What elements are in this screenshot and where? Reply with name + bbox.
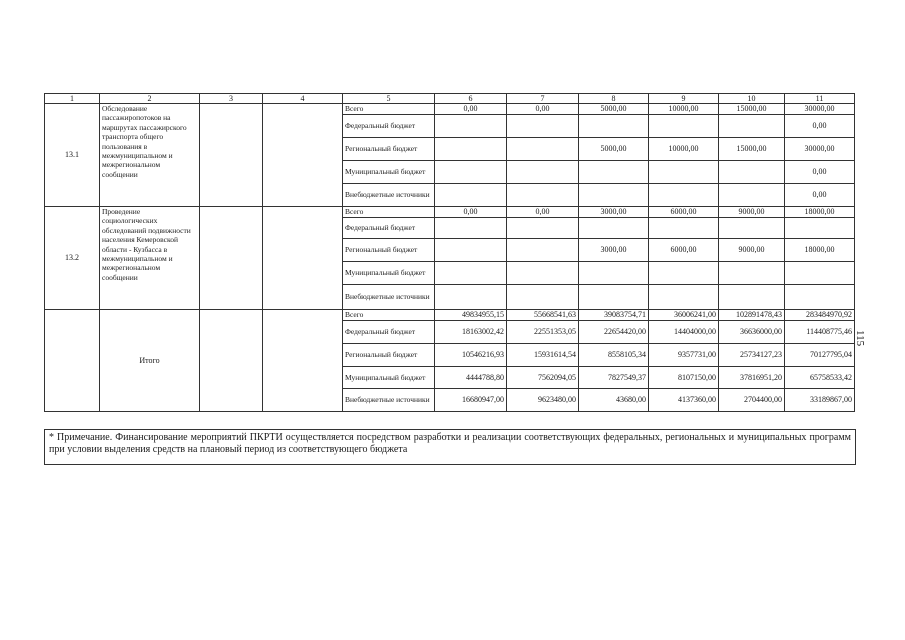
financing-table	[44, 93, 855, 412]
funding-source: Внебюджетные источники	[343, 389, 435, 412]
value-cell: 9623480,00	[507, 389, 579, 412]
value-cell	[719, 262, 785, 285]
value-cell	[435, 262, 507, 285]
value-cell	[507, 285, 579, 310]
value-cell: 36636000,00	[719, 321, 785, 344]
table-row	[45, 104, 855, 115]
value-cell: 22654420,00	[579, 321, 649, 344]
value-cell: 55668541,63	[507, 310, 579, 321]
value-cell: 30000,00	[785, 138, 855, 161]
value-cell: 0,00	[785, 161, 855, 184]
value-cell	[719, 184, 785, 207]
empty-cell	[45, 310, 100, 412]
value-cell: 33189867,00	[785, 389, 855, 412]
footnote: * Примечание. Финансирование мероприятий ПКРТИ осуществляется посредством разработки и реализации соответствующих федеральных, региональных и муниципальных программ при условии выделения средств на плановый период из соответствующего бюджета	[44, 429, 856, 465]
funding-source: Федеральный бюджет	[343, 115, 435, 138]
value-cell	[579, 115, 649, 138]
header-cell: 4	[263, 94, 343, 104]
value-cell: 4137360,00	[649, 389, 719, 412]
value-cell: 15000,00	[719, 138, 785, 161]
funding-source: Муниципальный бюджет	[343, 367, 435, 389]
value-cell	[719, 218, 785, 239]
header-cell: 11	[785, 94, 855, 104]
row-number: 13.1	[45, 104, 100, 207]
funding-source: Внебюджетные источники	[343, 184, 435, 207]
section-13-1	[45, 104, 855, 207]
value-cell	[435, 161, 507, 184]
value-cell: 5000,00	[579, 104, 649, 115]
header-cell: 7	[507, 94, 579, 104]
funding-source: Всего	[343, 207, 435, 218]
value-cell: 15000,00	[719, 104, 785, 115]
value-cell	[785, 218, 855, 239]
value-cell: 25734127,23	[719, 344, 785, 367]
page-number: 115	[854, 330, 866, 347]
header-cell: 8	[579, 94, 649, 104]
value-cell: 8558105,34	[579, 344, 649, 367]
value-cell: 4444788,80	[435, 367, 507, 389]
row-number: 13.2	[45, 207, 100, 310]
value-cell: 283484970,92	[785, 310, 855, 321]
value-cell: 5000,00	[579, 138, 649, 161]
header-row	[45, 94, 855, 104]
value-cell: 6000,00	[649, 239, 719, 262]
value-cell	[435, 218, 507, 239]
value-cell	[507, 218, 579, 239]
value-cell: 14404000,00	[649, 321, 719, 344]
value-cell: 22551353,05	[507, 321, 579, 344]
section-total	[45, 310, 855, 412]
value-cell	[435, 115, 507, 138]
value-cell: 37816951,20	[719, 367, 785, 389]
value-cell: 7562094,05	[507, 367, 579, 389]
value-cell: 0,00	[507, 104, 579, 115]
empty-cell	[200, 310, 263, 412]
funding-source: Всего	[343, 310, 435, 321]
empty-cell	[263, 310, 343, 412]
funding-source: Региональный бюджет	[343, 239, 435, 262]
value-cell: 43680,00	[579, 389, 649, 412]
activity-description: Проведение социологических обследований подвижности населения Кемеровской области - Кузбасса в межмуниципальном и межрегиональном сообщении	[100, 207, 200, 310]
value-cell	[507, 262, 579, 285]
value-cell: 16680947,00	[435, 389, 507, 412]
value-cell	[579, 161, 649, 184]
section-13-2	[45, 207, 855, 310]
funding-source: Внебюджетные источники	[343, 285, 435, 310]
value-cell	[579, 285, 649, 310]
header-cell: 6	[435, 94, 507, 104]
value-cell: 9357731,00	[649, 344, 719, 367]
value-cell	[507, 161, 579, 184]
value-cell: 10546216,93	[435, 344, 507, 367]
value-cell: 3000,00	[579, 239, 649, 262]
value-cell	[579, 262, 649, 285]
value-cell	[719, 115, 785, 138]
total-label: Итого	[100, 310, 200, 412]
value-cell	[507, 115, 579, 138]
funding-source: Федеральный бюджет	[343, 218, 435, 239]
value-cell: 2704400,00	[719, 389, 785, 412]
value-cell: 8107150,00	[649, 367, 719, 389]
table-row	[45, 207, 855, 218]
value-cell	[507, 184, 579, 207]
value-cell	[719, 161, 785, 184]
value-cell	[507, 239, 579, 262]
value-cell: 15931614,54	[507, 344, 579, 367]
value-cell: 9000,00	[719, 207, 785, 218]
header-cell: 1	[45, 94, 100, 104]
value-cell: 0,00	[435, 104, 507, 115]
value-cell: 39083754,71	[579, 310, 649, 321]
value-cell: 18000,00	[785, 239, 855, 262]
value-cell	[579, 184, 649, 207]
funding-source: Муниципальный бюджет	[343, 262, 435, 285]
value-cell: 9000,00	[719, 239, 785, 262]
value-cell: 0,00	[507, 207, 579, 218]
value-cell	[435, 239, 507, 262]
activity-description: Обследование пассажиропотоков на маршрутах пассажирского транспорта общего пользования в межмуниципальном и межрегиональном сообщении	[100, 104, 200, 207]
value-cell: 7827549,37	[579, 367, 649, 389]
value-cell: 30000,00	[785, 104, 855, 115]
empty-cell	[200, 207, 263, 310]
empty-cell	[263, 207, 343, 310]
value-cell: 0,00	[435, 207, 507, 218]
value-cell: 49834955,15	[435, 310, 507, 321]
value-cell: 6000,00	[649, 207, 719, 218]
value-cell	[649, 218, 719, 239]
header-cell: 3	[200, 94, 263, 104]
value-cell: 18163002,42	[435, 321, 507, 344]
header-cell: 10	[719, 94, 785, 104]
header-cell: 9	[649, 94, 719, 104]
funding-source: Региональный бюджет	[343, 138, 435, 161]
value-cell	[649, 285, 719, 310]
funding-source: Муниципальный бюджет	[343, 161, 435, 184]
value-cell	[649, 115, 719, 138]
value-cell	[785, 262, 855, 285]
value-cell: 18000,00	[785, 207, 855, 218]
value-cell	[649, 184, 719, 207]
header-cell: 5	[343, 94, 435, 104]
value-cell	[649, 161, 719, 184]
value-cell: 102891478,43	[719, 310, 785, 321]
value-cell: 36006241,00	[649, 310, 719, 321]
value-cell: 70127795,04	[785, 344, 855, 367]
value-cell	[785, 285, 855, 310]
funding-source: Федеральный бюджет	[343, 321, 435, 344]
value-cell	[435, 285, 507, 310]
header-cell: 2	[100, 94, 200, 104]
value-cell: 0,00	[785, 184, 855, 207]
value-cell: 114408775,46	[785, 321, 855, 344]
value-cell	[649, 262, 719, 285]
funding-source: Региональный бюджет	[343, 344, 435, 367]
value-cell	[507, 138, 579, 161]
value-cell	[579, 218, 649, 239]
value-cell: 10000,00	[649, 138, 719, 161]
value-cell: 65758533,42	[785, 367, 855, 389]
funding-source: Всего	[343, 104, 435, 115]
empty-cell	[200, 104, 263, 207]
value-cell: 0,00	[785, 115, 855, 138]
empty-cell	[263, 104, 343, 207]
value-cell	[435, 138, 507, 161]
value-cell	[435, 184, 507, 207]
value-cell: 3000,00	[579, 207, 649, 218]
table-row	[45, 310, 855, 321]
value-cell: 10000,00	[649, 104, 719, 115]
value-cell	[719, 285, 785, 310]
